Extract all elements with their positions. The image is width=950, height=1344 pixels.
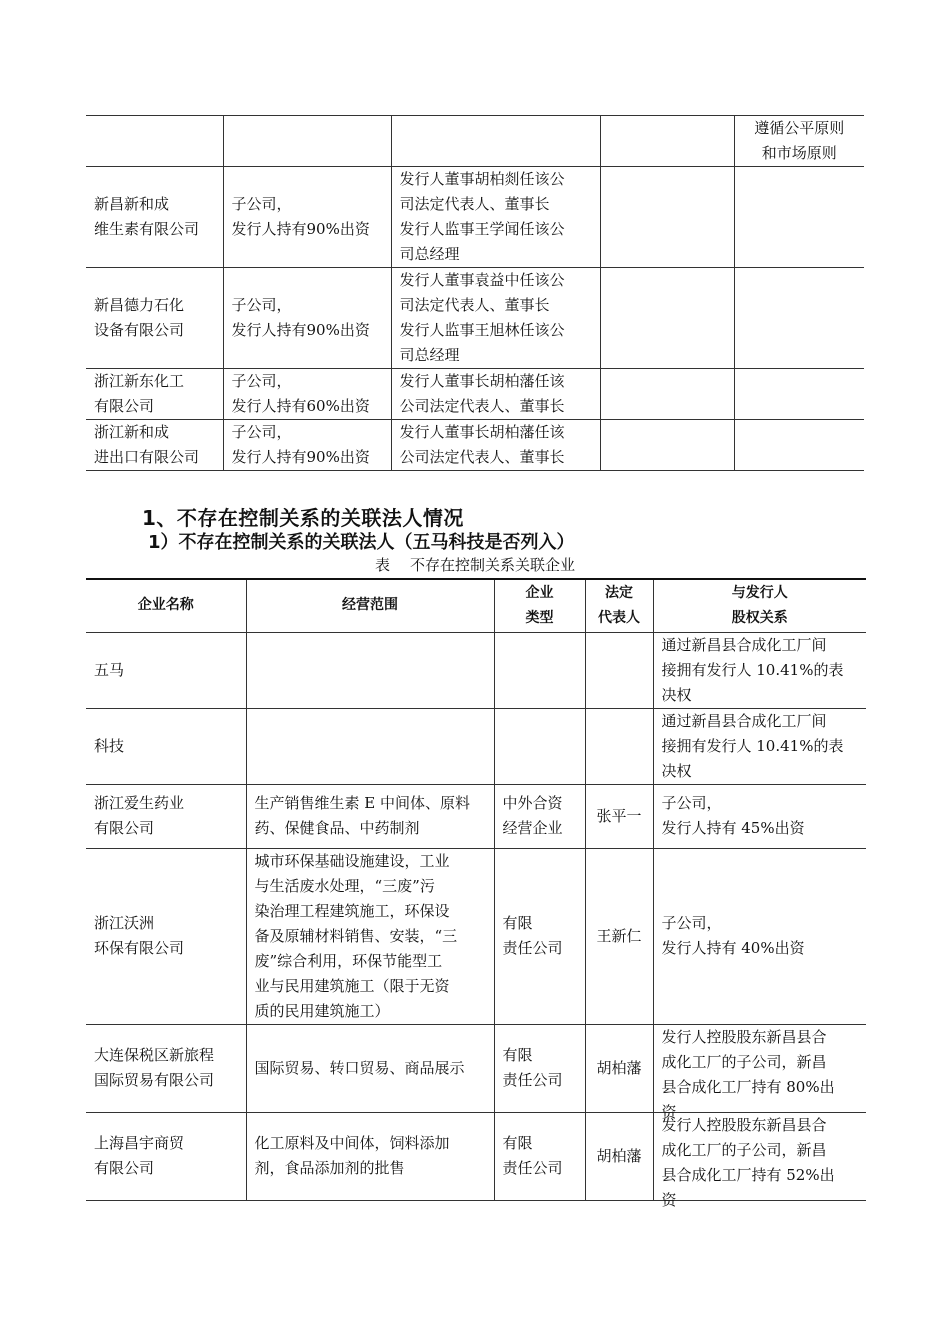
relation-cell: 子公司， 发行人持有90%出资	[223, 420, 391, 471]
table-row	[86, 632, 866, 708]
relation-cell: 子公司， 发行人持有 40%出资	[653, 848, 866, 1024]
company-name-cell: 大连保税区新旅程 国际贸易有限公司	[86, 1024, 246, 1112]
role-cell: 发行人董事长胡柏藩任该 公司法定代表人、董事长	[391, 369, 600, 420]
table-row	[86, 116, 864, 167]
relation-cell: 发行人控股股东新昌县合 成化工厂的子公司，新昌 县合成化工厂持有 80%出 资	[653, 1024, 866, 1112]
company-name-cell: 新昌德力石化 设备有限公司	[86, 268, 223, 369]
relation-cell: 子公司， 发行人持有60%出资	[223, 369, 391, 420]
subsection-heading: 1）不存在控制关系的关联法人（五马科技是否列入）	[148, 532, 575, 553]
table-row	[86, 268, 864, 369]
relation-cell: 子公司， 发行人持有90%出资	[223, 268, 391, 369]
table-row	[86, 784, 866, 848]
role-cell: 发行人董事袁益中任该公 司法定代表人、董事长 发行人监事王旭林任该公 司总经理	[391, 268, 600, 369]
company-name-cell: 新昌新和成 维生素有限公司	[86, 167, 223, 268]
table-row	[86, 167, 864, 268]
role-cell: 发行人董事长胡柏藩任该 公司法定代表人、董事长	[391, 420, 600, 471]
company-type-cell: 有限 责任公司	[494, 848, 585, 1024]
company-type-cell: 中外合资 经营企业	[494, 784, 585, 848]
business-scope-cell: 城市环保基础设施建设，工业 与生活废水处理，“三废”污 染治理工程建筑施工，环保设 备及原辅材料销售、安装，“三 废”综合利用，环保节能型工 业与民用建筑施工（限于无资 质的民用建筑施工）	[246, 848, 494, 1024]
relation-cell: 通过新昌县合成化工厂间 接拥有发行人 10.41%的表 决权	[653, 708, 866, 784]
section-heading: 1、不存在控制关系的关联法人情况	[142, 506, 464, 530]
business-scope-cell: 生产销售维生素 E 中间体、原料 药、保健食品、中药制剂	[246, 784, 494, 848]
company-name-cell: 浙江新东化工 有限公司	[86, 369, 223, 420]
table-row	[86, 1112, 866, 1200]
table-row	[86, 708, 866, 784]
company-name-cell: 浙江爱生药业 有限公司	[86, 784, 246, 848]
legal-rep-cell: 胡柏藩	[585, 1112, 653, 1200]
business-scope-cell: 国际贸易、转口贸易、商品展示	[246, 1024, 494, 1112]
header-company-type: 企业 类型	[494, 579, 585, 632]
company-type-cell: 有限 责任公司	[494, 1024, 585, 1112]
non-controlled-related-companies-table	[86, 578, 866, 1209]
relation-cell: 通过新昌县合成化工厂间 接拥有发行人 10.41%的表 决权	[653, 632, 866, 708]
relation-cell: 子公司， 发行人持有90%出资	[223, 167, 391, 268]
relation-cell: 子公司， 发行人持有 45%出资	[653, 784, 866, 848]
caption-title: 不存在控制关系关联企业	[410, 556, 576, 574]
related-subsidiaries-table	[86, 115, 864, 471]
table-header-row	[86, 579, 866, 632]
table-row	[86, 848, 866, 1024]
header-legal-rep: 法定 代表人	[585, 579, 653, 632]
table-row	[86, 420, 864, 471]
pricing-principle-cell: 遵循公平原则 和市场原则	[734, 116, 864, 167]
table-caption	[0, 554, 950, 575]
relation-cell: 发行人控股股东新昌县合 成化工厂的子公司，新昌 县合成化工厂持有 52%出 资	[653, 1112, 866, 1200]
business-scope-cell: 化工原料及中间体，饲料添加 剂，食品添加剂的批售	[246, 1112, 494, 1200]
company-name-cell: 浙江沃洲 环保有限公司	[86, 848, 246, 1024]
company-name-cell: 浙江新和成 进出口有限公司	[86, 420, 223, 471]
caption-label: 表	[374, 556, 390, 574]
header-equity-relation: 与发行人 股权关系	[653, 579, 866, 632]
legal-rep-cell: 王新仁	[585, 848, 653, 1024]
legal-rep-cell: 张平一	[585, 784, 653, 848]
company-type-cell: 有限 责任公司	[494, 1112, 585, 1200]
table-row	[86, 369, 864, 420]
company-name-cell: 上海昌宇商贸 有限公司	[86, 1112, 246, 1200]
company-name-cell: 科技	[86, 708, 246, 784]
legal-rep-cell: 胡柏藩	[585, 1024, 653, 1112]
company-name-cell: 五马	[86, 632, 246, 708]
header-company-name: 企业名称	[86, 579, 246, 632]
role-cell: 发行人董事胡柏剡任该公 司法定代表人、董事长 发行人监事王学闻任该公 司总经理	[391, 167, 600, 268]
table-row	[86, 1024, 866, 1112]
header-business-scope: 经营范围	[246, 579, 494, 632]
